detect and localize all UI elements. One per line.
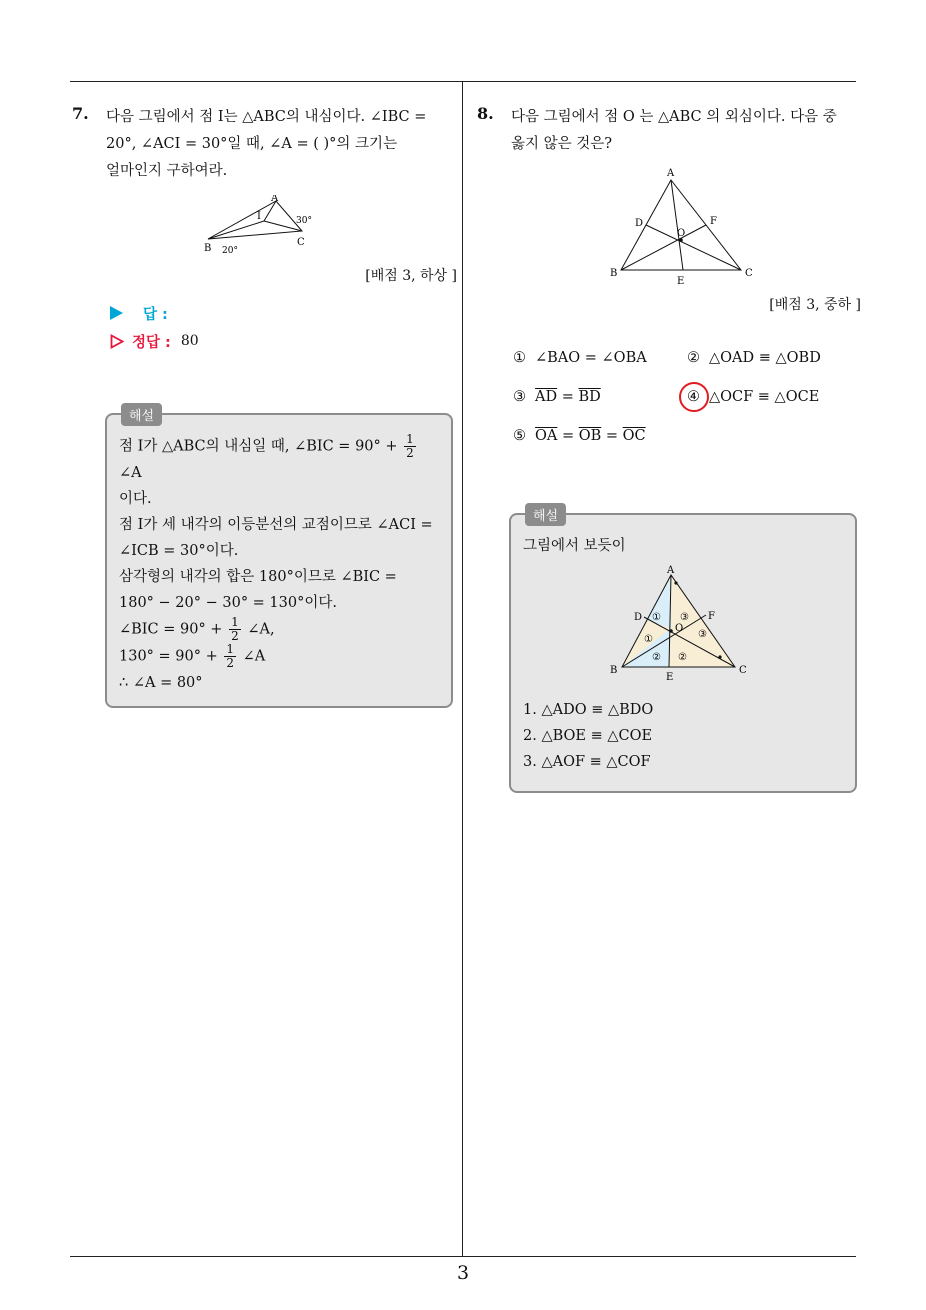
point-label-f: F — [710, 216, 717, 227]
solution-box — [509, 509, 857, 793]
vertex-label-a: A — [270, 195, 278, 204]
solution-list-item: 3. △AOF ≡ △COF — [523, 754, 651, 770]
choice-1[interactable]: ① ∠BAO = ∠OBA — [513, 349, 647, 366]
fraction: $\frac{1}{2}$ — [406, 432, 414, 460]
choice-3[interactable]: ③ $\overline{AD}$ = $\overline{BD}$ — [513, 388, 601, 405]
solution-list-item: 2. △BOE ≡ △COE — [523, 728, 653, 744]
vertex-label-c: C — [745, 268, 753, 279]
question-7 — [72, 104, 457, 708]
question-line: 옳지 않은 것은? — [511, 136, 613, 152]
question-8 — [477, 104, 861, 793]
question-text — [511, 104, 861, 158]
question-line: 다음 그림에서 점 O 는 △ABC 의 외심이다. 다음 중 — [511, 109, 837, 125]
region-label: ② — [652, 652, 661, 663]
vertex-label-a: A — [667, 168, 675, 179]
choice-5[interactable]: ⑤ $\overline{OA}$ = $\overline{OB}$ = $\overline{OC}$ — [513, 427, 646, 444]
solution-tag: 해설 — [525, 503, 566, 526]
solution-line: ∠BIC = 90° + $\frac{1}{2}$ ∠A, — [119, 615, 275, 643]
play-arrow-icon — [110, 306, 123, 320]
choice-4[interactable]: ④ △OCF ≡ △OCE — [687, 389, 861, 405]
solution-list-item: 1. △ADO ≡ △BDO — [523, 702, 654, 718]
region-label: ① — [652, 612, 661, 623]
solution-tag: 해설 — [121, 403, 162, 426]
point-label-f: F — [708, 611, 715, 622]
correct-answer-value: 80 — [180, 333, 199, 349]
column-divider — [462, 81, 463, 1256]
answer-row — [110, 299, 457, 327]
question-line: 20°, ∠ACI = 30°일 때, ∠A = ( )°의 크기는 — [106, 136, 398, 152]
vertex-label-c: C — [739, 665, 747, 676]
answer-label: 답 : — [143, 306, 168, 323]
vertex-label-b: B — [610, 665, 618, 676]
question-line: 얼마인지 구하여라. — [106, 163, 228, 179]
solution-line: 이다. — [119, 491, 152, 507]
vertex-label-b: B — [610, 268, 618, 279]
region-label: ② — [678, 652, 687, 663]
point-label-d: D — [635, 218, 644, 229]
solution-line: ∠ICB = 30°이다. — [119, 543, 239, 559]
region-label: ③ — [680, 612, 689, 623]
question-number: 8. — [477, 104, 494, 123]
point-label-e: E — [666, 672, 674, 683]
correct-answer-row — [110, 327, 457, 355]
question-line: 다음 그림에서 점 I는 △ABC의 내심이다. ∠IBC = — [106, 109, 427, 125]
solution-line: 삼각형의 내각의 합은 180°이므로 ∠BIC = — [119, 569, 397, 585]
angle-label-30: 30° — [295, 216, 312, 226]
region-label: ③ — [698, 629, 707, 640]
point-label-e: E — [677, 276, 685, 287]
solution-triangle-figure — [608, 565, 758, 683]
choice-2[interactable]: ② △OAD ≡ △OBD — [687, 349, 821, 366]
fraction: $\frac{1}{2}$ — [231, 615, 239, 643]
score-label: [배점 3, 하상 ] — [365, 268, 457, 284]
fraction: $\frac{1}{2}$ — [226, 642, 235, 670]
top-rule — [70, 81, 856, 82]
bottom-rule — [70, 1256, 856, 1257]
solution-line: 180° − 20° − 30° = 130°이다. — [119, 595, 337, 611]
choice-list — [513, 338, 861, 455]
vertex-label-c: C — [296, 237, 305, 248]
solution-line: 점 I가 세 내각의 이등분선의 교점이므로 ∠ACI = — [119, 517, 433, 533]
angle-label-20: 20° — [221, 246, 238, 256]
correct-answer-label: 정답 : — [132, 334, 171, 351]
question-number: 7. — [72, 104, 89, 123]
point-label-o: O — [677, 228, 686, 239]
incenter-label-i: I — [256, 211, 261, 222]
vertex-label-a: A — [667, 565, 675, 576]
selected-answer-circle-icon — [679, 382, 709, 412]
point-label-o: O — [675, 623, 684, 634]
solution-intro: 그림에서 보듯이 — [523, 538, 626, 554]
solution-line: ∴ ∠A = 80° — [119, 675, 203, 691]
page-number: 3 — [456, 1262, 470, 1284]
solution-box — [105, 409, 453, 708]
incenter-triangle-figure — [200, 195, 330, 259]
question-text — [106, 104, 457, 185]
outline-arrow-icon — [110, 334, 124, 349]
region-label: ① — [644, 634, 653, 645]
circumcenter-triangle-figure — [607, 168, 757, 288]
point-label-d: D — [634, 612, 643, 623]
vertex-label-b: B — [203, 243, 211, 254]
solution-line: 130° = 90° + $\frac{1}{2}$ ∠A — [119, 642, 266, 670]
solution-line: 점 I가 △ABC의 내심일 때, ∠BIC = 90° + $\frac{1}{2}$ ∠A — [119, 432, 414, 481]
score-label: [배점 3, 중하 ] — [769, 297, 861, 313]
